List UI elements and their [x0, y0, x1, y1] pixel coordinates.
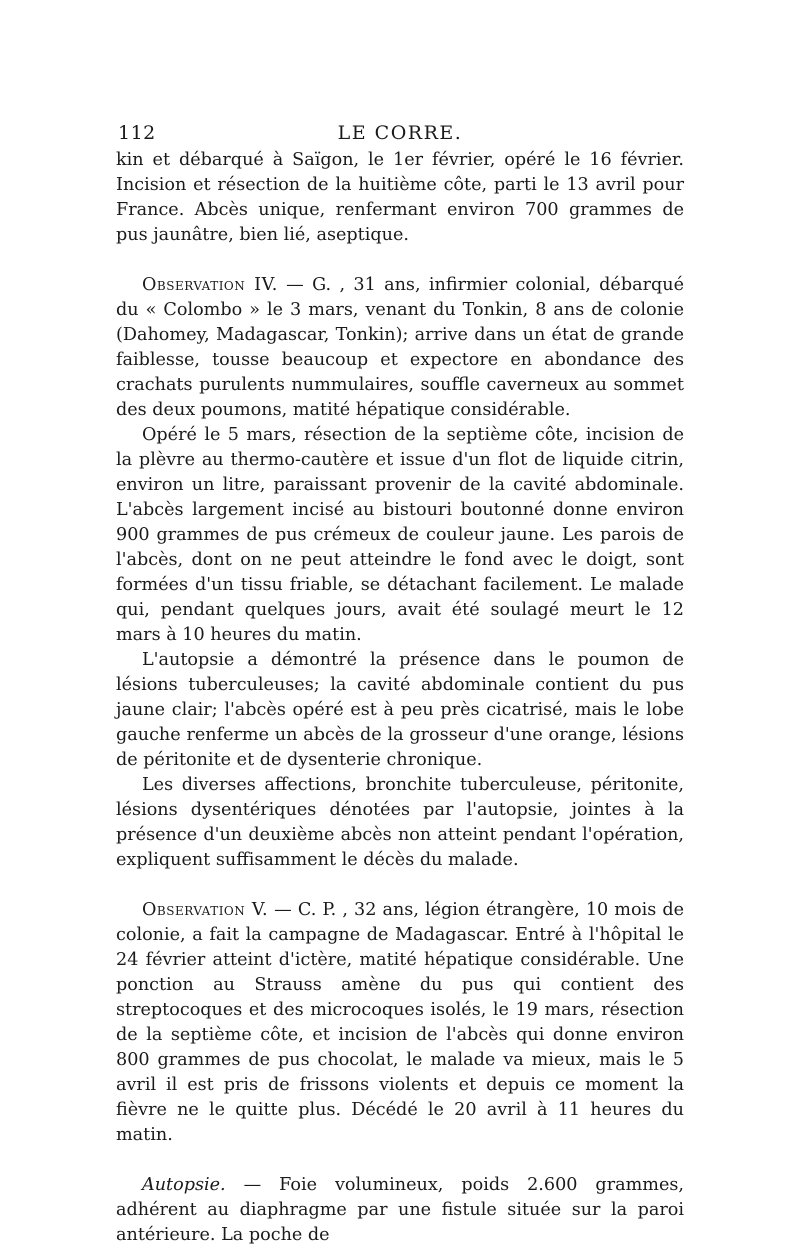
page-number: 112	[118, 122, 156, 144]
paragraph	[116, 773, 684, 873]
paragraph-text: Les diverses affections, bronchite tuberculeuse, péritonite, lésions dysentériques dénotées par l'autopsie, jointes à la présence d'un deuxième abcès non atteint pendant l'opération, expliquent suffisamment le décès du malade.	[116, 775, 684, 870]
running-head: LE CORRE.	[337, 122, 463, 144]
paragraph	[116, 423, 684, 648]
observation-heading: Observation IV.	[142, 275, 278, 295]
paragraph-text: — C. P. , 32 ans, légion étrangère, 10 mois de colonie, a fait la campagne de Madagascar. Entré à l'hôpital le 24 février atteint d'ictère, matité hépatique considérable. Une ponction au Strauss amène du pus qui contient des streptocoques et des microcoques isolés, le 19 mars, résection de la septième côte, et incision de l'abcès qui donne environ 800 grammes de pus chocolat, le malade va mieux, mais le 5 avril il est pris de frissons violents et depuis ce moment la fièvre ne le quitte plus. Décédé le 20 avril à 11 heures du matin.	[116, 900, 684, 1145]
paragraph-text: Opéré le 5 mars, résection de la septième côte, incision de la plèvre au thermo-cautère et issue d'un flot de liquide citrin, environ un litre, paraissant provenir de la cavité abdominale. L'abcès largement incisé au bistouri boutonné donne environ 900 grammes de pus crémeux de couleur jaune. Les parois de l'abcès, dont on ne peut atteindre le fond avec le doigt, sont formées d'un tissu friable, se détachant facilement. Le malade qui, pendant quelques jours, avait été soulagé meurt le 12 mars à 10 heures du matin.	[116, 425, 684, 645]
observation-iv-paragraph	[116, 273, 684, 423]
paragraph-continuation	[116, 148, 684, 248]
autopsy-heading: Autopsie.	[142, 1175, 226, 1195]
page-header	[116, 118, 684, 148]
paragraph-text: L'autopsie a démontré la présence dans le poumon de lésions tuberculeuses; la cavité abdominale contient du pus jaune clair; l'abcès opéré est à peu près cicatrisé, mais le lobe gauche renferme un abcès de la grosseur d'une orange, lésions de péritonite et de dysenterie chronique.	[116, 650, 684, 770]
book-page	[116, 118, 684, 1248]
paragraph	[116, 648, 684, 773]
paragraph-text: — Foie volumineux, poids 2.600 grammes, adhérent au diaphragme par une fistule située sur la paroi antérieure. La poche de	[116, 1175, 684, 1245]
paragraph-text: kin et débarqué à Saïgon, le 1er février, opéré le 16 février. Incision et résection de la huitième côte, parti le 13 avril pour France. Abcès unique, renfermant environ 700 grammes de pus jaunâtre, bien lié, aseptique.	[116, 150, 684, 245]
autopsy-paragraph	[116, 1173, 684, 1248]
observation-v-paragraph	[116, 898, 684, 1148]
observation-heading: Observation V.	[142, 900, 269, 920]
paragraph-text: — G. , 31 ans, infirmier colonial, débarqué du « Colombo » le 3 mars, venant du Tonkin, 8 ans de colonie (Dahomey, Madagascar, Tonkin); arrive dans un état de grande faiblesse, tousse beaucoup et expectore en abondance des crachats purulents nummulaires, souffle caverneux au sommet des deux poumons, matité hépatique considérable.	[116, 275, 684, 420]
body-text	[116, 148, 684, 1248]
